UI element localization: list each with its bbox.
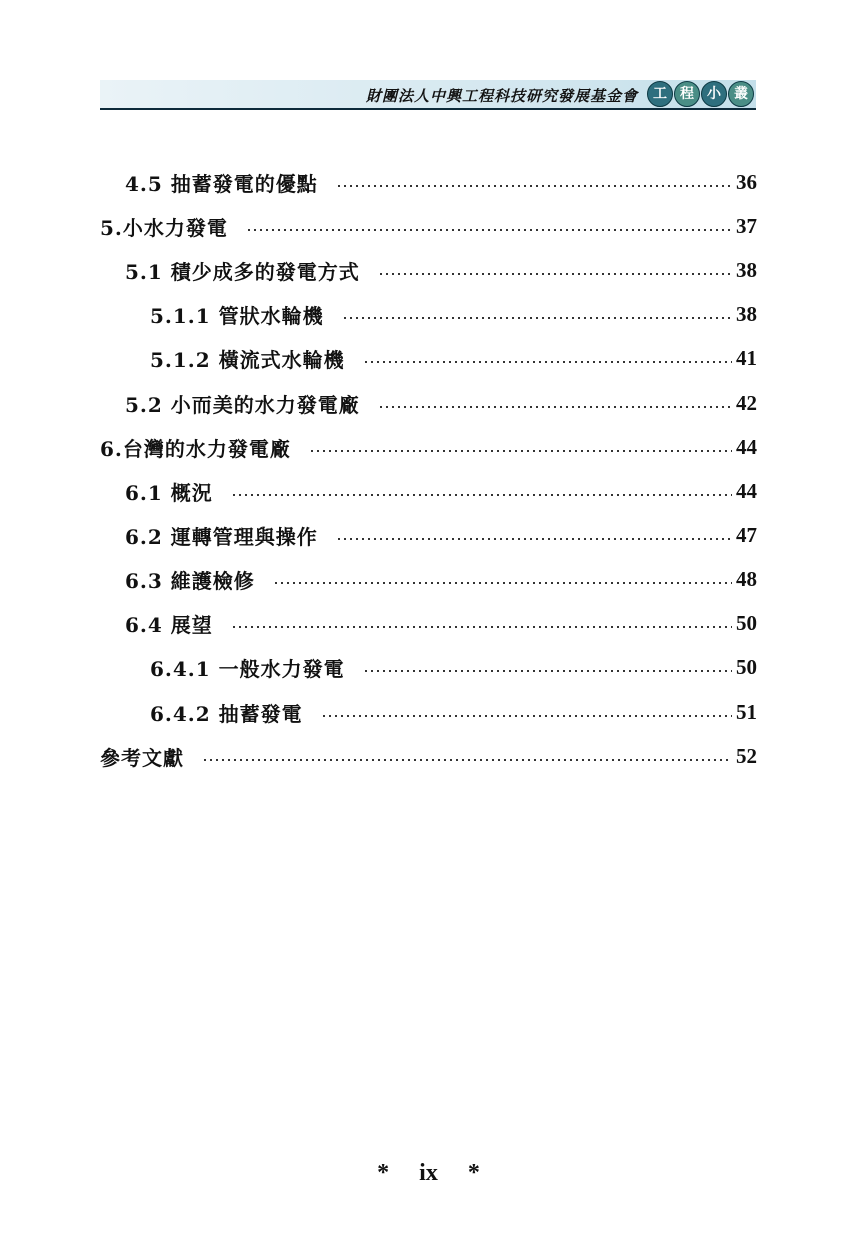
toc-entry-title: 6.1 概況 <box>125 480 213 505</box>
series-char-4: 叢 <box>728 81 754 107</box>
toc-entry-page: 50 <box>736 654 757 679</box>
toc-entry-page: 41 <box>736 345 757 370</box>
toc-entry[interactable] <box>100 431 757 463</box>
toc-entry[interactable] <box>125 607 757 639</box>
toc-leader-dots <box>321 715 732 717</box>
series-char-3: 小 <box>701 81 727 107</box>
toc-entry-page: 42 <box>736 390 757 415</box>
toc-entry-title: 5.小水力發電 <box>100 215 228 240</box>
toc-entry-page: 37 <box>736 213 757 238</box>
toc-entry[interactable] <box>150 696 757 728</box>
series-char-2: 程 <box>674 81 700 107</box>
toc-leader-dots <box>363 670 732 672</box>
toc-leader-dots <box>231 494 732 496</box>
toc-leader-dots <box>336 185 732 187</box>
footer-right-mark: * <box>467 1160 480 1186</box>
toc-entry-page: 50 <box>736 610 757 635</box>
toc-entry[interactable] <box>100 210 757 242</box>
toc-entry-title: 6.4.1 一般水力發電 <box>150 656 345 681</box>
toc-entry-page: 38 <box>736 257 757 282</box>
toc-leader-dots <box>246 229 732 231</box>
toc-entry-page: 48 <box>736 566 757 591</box>
toc-leader-dots <box>378 406 732 408</box>
footer-left-mark: * <box>377 1160 390 1186</box>
toc-entry-title: 參考文獻 <box>100 745 184 770</box>
toc-entry-title: 5.1.2 橫流式水輪機 <box>150 347 345 372</box>
header-organization: 財團法人中興工程科技研究發展基金會 <box>365 87 638 105</box>
toc-leader-dots <box>202 759 732 761</box>
toc-entry-title: 6.2 運轉管理與操作 <box>125 524 318 549</box>
toc-entry-page: 38 <box>736 301 757 326</box>
toc-leader-dots <box>363 361 732 363</box>
toc-entry-page: 36 <box>736 169 757 194</box>
toc-leader-dots <box>309 450 732 452</box>
toc-entry-page: 44 <box>736 478 757 503</box>
toc-leader-dots <box>231 626 732 628</box>
toc-leader-dots <box>342 317 732 319</box>
toc-leader-dots <box>273 582 732 584</box>
toc-entry[interactable] <box>125 475 757 507</box>
toc-entry-title: 6.4 展望 <box>125 612 213 637</box>
toc-entry[interactable] <box>150 651 757 683</box>
toc-entry-title: 5.1 積少成多的發電方式 <box>125 259 360 284</box>
page-footer <box>0 1160 857 1187</box>
toc-entry-page: 52 <box>736 743 757 768</box>
toc-entry-title: 6.3 維護檢修 <box>125 568 255 593</box>
toc-entry-page: 51 <box>736 699 757 724</box>
series-char-1: 工 <box>647 81 673 107</box>
toc-entry[interactable] <box>125 563 757 595</box>
toc-entry-page: 47 <box>736 522 757 547</box>
toc-entry[interactable] <box>125 254 757 286</box>
toc-entry[interactable] <box>100 740 757 772</box>
toc-entry[interactable] <box>125 519 757 551</box>
toc-entry[interactable] <box>125 166 757 198</box>
toc-entry-page: 44 <box>736 434 757 459</box>
toc-entry-title: 6.4.2 抽蓄發電 <box>150 701 303 726</box>
toc-entry[interactable] <box>150 342 757 374</box>
toc-entry-title: 5.1.1 管狀水輪機 <box>150 303 324 328</box>
page-number: ix <box>419 1160 438 1186</box>
toc-leader-dots <box>378 273 732 275</box>
toc-entry-title: 4.5 抽蓄發電的優點 <box>125 171 318 196</box>
toc-entry[interactable] <box>125 387 757 419</box>
toc-entry-title: 6.台灣的水力發電廠 <box>100 436 291 461</box>
toc-entry[interactable] <box>150 298 757 330</box>
toc-entry-title: 5.2 小而美的水力發電廠 <box>125 392 360 417</box>
toc-leader-dots <box>336 538 732 540</box>
